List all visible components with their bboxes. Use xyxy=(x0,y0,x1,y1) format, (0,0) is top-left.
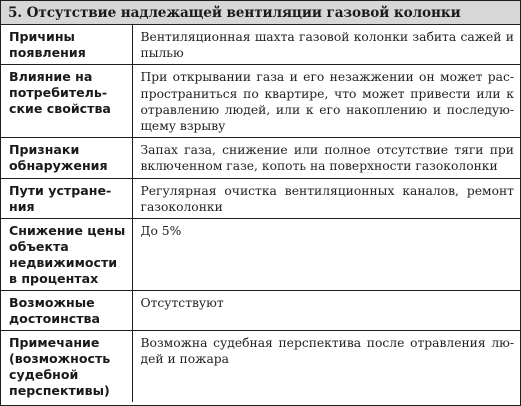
row-label: Возможные достоинства xyxy=(1,291,132,331)
table-row-price-reduction xyxy=(1,219,520,291)
table-row-advantages xyxy=(1,291,520,331)
row-label: Пути устране-ния xyxy=(1,178,132,218)
row-value: Запах газа, снижение или полное отсутствие тяги при включенном газе, копоть на поверхности газоколонки xyxy=(132,138,520,178)
table-row-remedies xyxy=(1,178,520,218)
table-row-note xyxy=(1,331,520,403)
row-value: Регулярная очистка вентиляционных каналов, ремонт газоколонки xyxy=(132,178,520,218)
table-row-causes xyxy=(1,25,520,65)
row-label: Признаки обнаружения xyxy=(1,138,132,178)
row-value: При открывании газа и его незажжении он может рас-пространиться по квартире, что может привести или к отравлению людей, или к его накоплению и последую-щему взрыву xyxy=(132,65,520,138)
table-row-signs xyxy=(1,138,520,178)
defect-info-table xyxy=(1,25,520,402)
row-value: Отсутствуют xyxy=(132,291,520,331)
section-title: 5. Отсутствие надлежащей вентиляции газовой колонки xyxy=(1,1,520,25)
row-label: Причины появления xyxy=(1,25,132,65)
row-value: Возможна судебная перспектива после отравления лю-дей и пожара xyxy=(140,336,514,367)
row-label: Влияние на потребитель-ские свойства xyxy=(1,65,132,138)
row-value: Вентиляционная шахта газовой колонки забита сажей и пылью xyxy=(132,25,520,65)
row-value: До 5% xyxy=(132,219,520,291)
row-label: Снижение цены объекта недвижимости в процентах xyxy=(1,219,132,291)
row-label: Примечание (возможность судебной перспективы) xyxy=(1,331,132,403)
table-row-impact xyxy=(1,65,520,138)
